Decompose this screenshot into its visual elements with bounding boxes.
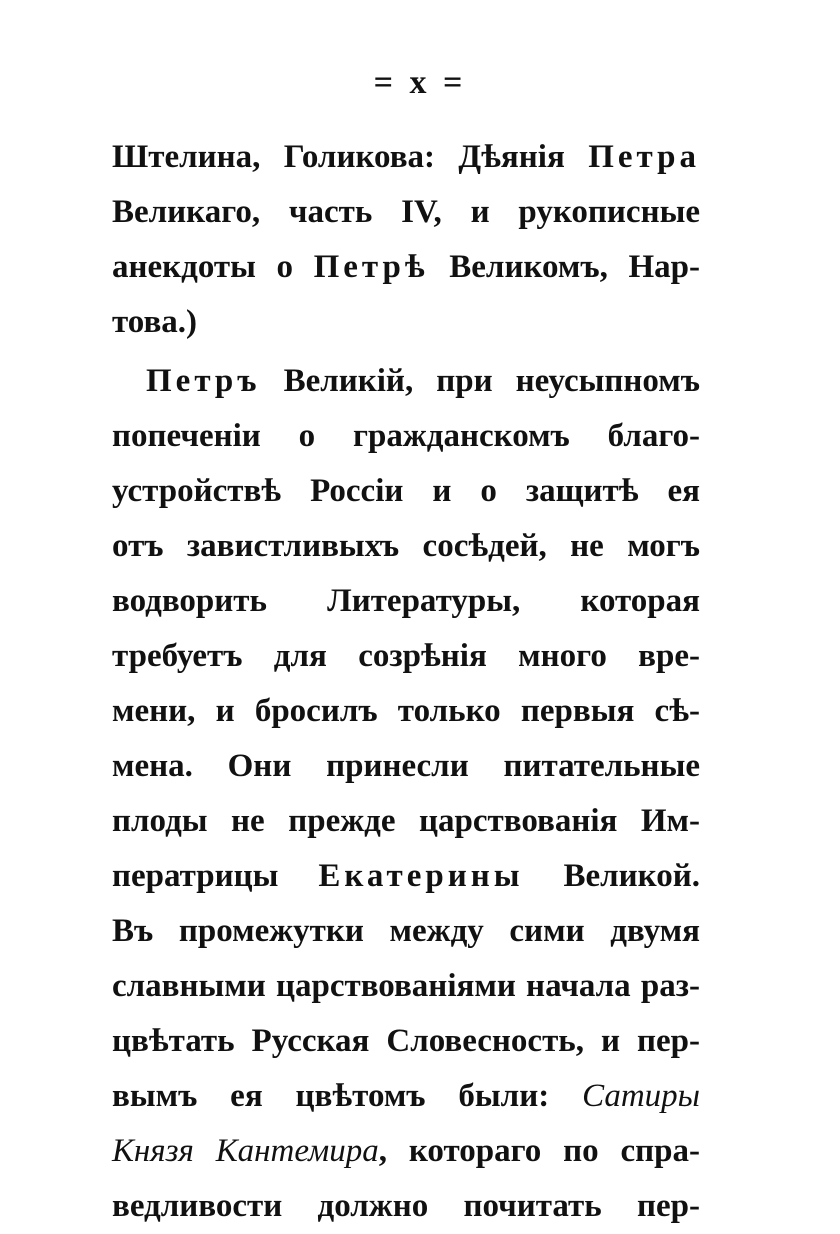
text-segment: вымъ ея цвѣтомъ были: [112,1078,583,1114]
text-line [112,295,700,350]
text-line [112,185,700,240]
text-segment: Петрѣ [313,249,429,285]
text-segment: водворить Литературы, которая [112,583,700,619]
paragraph-2 [112,354,700,1234]
text-line [112,130,700,185]
text-segment: Петра [588,139,700,175]
text-line [112,574,700,629]
text-segment: Великомъ, Нар- [428,249,700,285]
text-line [112,739,700,794]
page-number-header: = x = [373,64,467,101]
text-segment: цвѣтать Русская Словесность, и пер- [112,1023,700,1059]
text-segment: попеченіи о гражданскомъ благо- [112,418,700,454]
text-segment: плоды не прежде царствованія Им- [112,803,700,839]
text-segment: Екатерины [318,858,524,894]
text-segment: Великаго, часть IV, и рукописные [112,194,700,230]
text-segment: ведливости должно почитать пер- [112,1188,700,1224]
text-line [112,409,700,464]
text-line [112,904,700,959]
text-line [112,849,700,904]
text-segment: анекдоты о [112,249,314,285]
text-line [112,354,700,409]
text-segment: Дѣянія [458,139,589,175]
text-segment: Великій, при неусыпномъ [260,363,700,399]
text-line [112,1014,700,1069]
text-segment: Штелина, Голикова: [112,139,459,175]
text-segment: требуетъ для созрѣнія много вре- [112,638,700,674]
paragraph-1 [112,130,700,350]
text-line [112,794,700,849]
text-segment: , котораго по спра- [378,1133,701,1169]
text-line [112,464,700,519]
text-segment: Князя Кантемира [112,1133,379,1169]
text-segment: Сатиры [582,1078,700,1114]
text-line [112,1179,700,1234]
text-segment: Петръ [146,363,261,399]
text-segment: мена. Они принесли питательные [112,748,700,784]
body-text [112,130,700,1234]
text-segment: Въ промежутки между сими двумя [112,913,700,949]
text-segment: това.) [112,304,198,340]
text-segment: Великой. [523,858,701,894]
text-line [112,519,700,574]
text-line [112,684,700,739]
text-line [112,1124,700,1179]
text-segment: славными царствованіями начала раз- [112,968,700,1004]
text-line [112,1069,700,1124]
text-segment: отъ завистливыхъ сосѣдей, не могъ [112,528,700,564]
text-segment: мени, и бросилъ только первыя сѣ- [112,693,700,729]
text-line [112,959,700,1014]
text-segment: ператрицы [112,858,319,894]
text-segment: устройствѣ Россіи и о защитѣ ея [112,473,700,509]
text-line [112,240,700,295]
text-line [112,629,700,684]
